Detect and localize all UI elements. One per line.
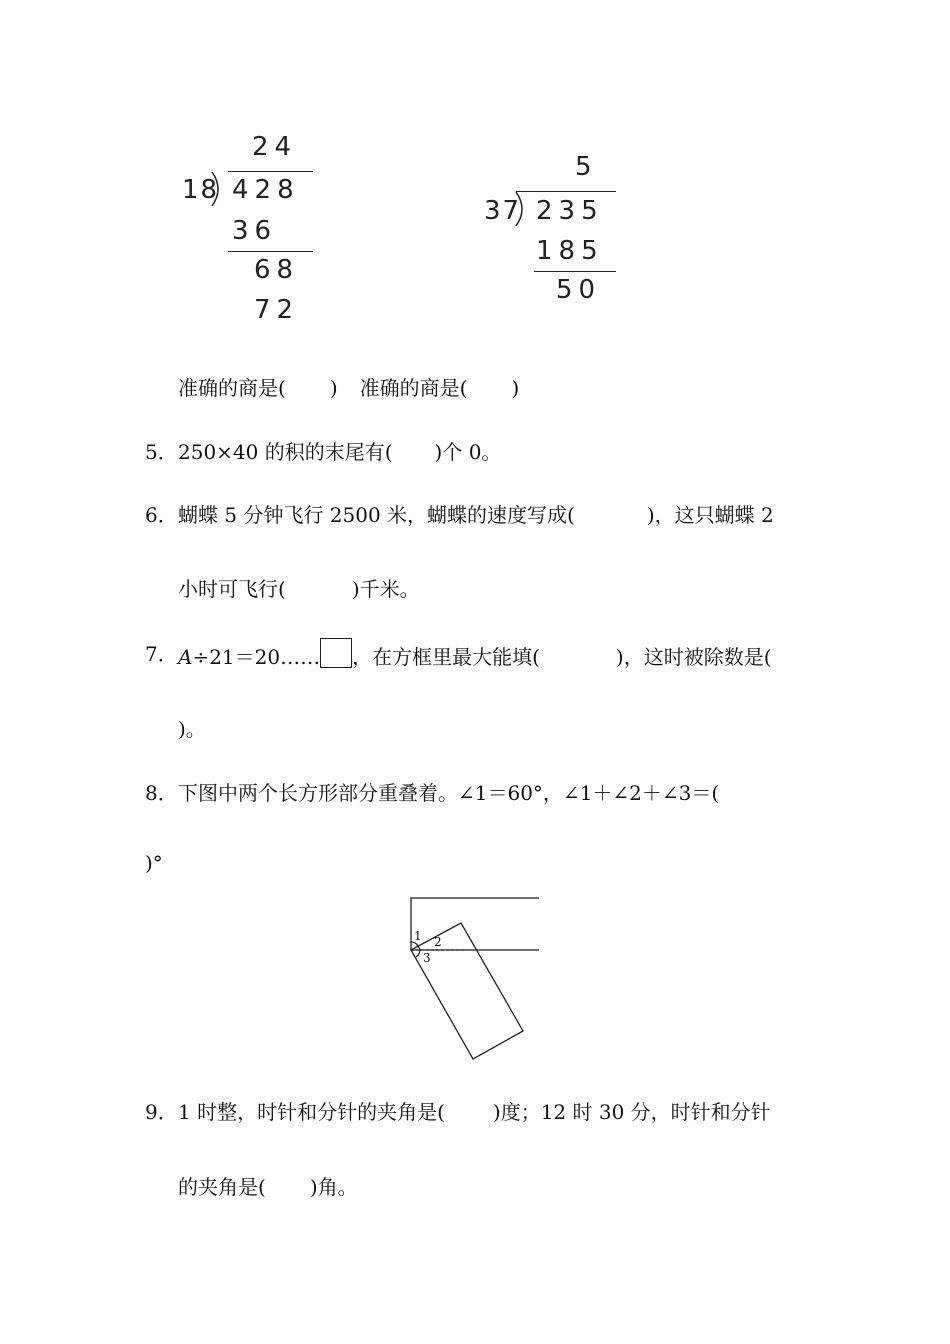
division-bracket-2 (514, 192, 530, 226)
angle-label-2: 2 (434, 935, 442, 949)
q7-line-1 (178, 638, 772, 670)
answer-row (178, 372, 519, 401)
division-bar-1 (228, 171, 313, 172)
q7-answer-box[interactable] (320, 638, 352, 668)
q6-line-2-suffix: )千米。 (351, 577, 420, 601)
q9-line-1 (178, 1096, 771, 1125)
answer-right-prefix: 准确的商是( (359, 376, 468, 400)
q7-expression: ÷21＝20…… (192, 645, 321, 669)
angle-label-3: 3 (423, 951, 431, 965)
q5-suffix: )个 0。 (434, 440, 502, 464)
q9-line-2 (178, 1171, 358, 1200)
division-1-rule (228, 251, 313, 252)
q7-part-2: ，在方框里最大能填( (352, 645, 540, 669)
division-2-rule (534, 271, 616, 272)
q8-line-1: 下图中两个长方形部分重叠着。∠1＝60°，∠1＋∠2＋∠3＝( (178, 781, 720, 805)
q7-variable: A (178, 645, 193, 669)
division-2-step-1: 185 (536, 236, 604, 266)
q7-part-3: )，这时被除数是( (615, 645, 772, 669)
q8-line-2: )° (145, 851, 163, 875)
q9-number: 9． (145, 1100, 178, 1124)
overlap-rectangles-figure (400, 890, 550, 1070)
q9-line-2-prefix: 的夹角是( (178, 1175, 266, 1199)
q5-prefix: 250×40 的积的末尾有( (178, 440, 393, 464)
answer-right-suffix: ) (511, 376, 520, 400)
q6-line-2-prefix: 小时可飞行( (178, 577, 286, 601)
division-bracket-1 (210, 172, 226, 206)
q7-number: 7． (145, 642, 178, 666)
q9-line-2-suffix: )角。 (309, 1175, 358, 1199)
tilted-rectangle (411, 923, 523, 1059)
quotient-1: 24 (252, 132, 298, 162)
answer-left-suffix: ) (329, 376, 338, 400)
q6-part-1: 蝴蝶 5 分钟飞行 2500 米，蝴蝶的速度写成( (178, 503, 575, 527)
q9-part-1: 1 时整，时针和分针的夹角是( (178, 1100, 445, 1124)
q6-line-1 (178, 499, 774, 528)
division-1-step-2: 68 (254, 255, 300, 285)
q5-number: 5． (145, 440, 178, 464)
q7-line-2: )。 (178, 717, 206, 741)
divisor-1: 18 (182, 175, 220, 205)
angle-label-1: 1 (414, 929, 422, 943)
answer-left-prefix: 准确的商是( (178, 376, 286, 400)
dividend-2: 235 (536, 196, 604, 226)
angle-3-arc (416, 950, 420, 957)
horizontal-rectangle (411, 898, 539, 950)
q8-number: 8． (145, 781, 178, 805)
q6-line-2 (178, 573, 420, 602)
q5-text (178, 436, 501, 465)
division-1-step-3: 72 (254, 295, 300, 325)
q9-part-2: )度；12 时 30 分，时针和分针 (492, 1100, 771, 1124)
division-1-step-1: 36 (232, 216, 278, 246)
quotient-2: 5 (575, 152, 598, 182)
dividend-1: 428 (232, 175, 300, 205)
divisor-2: 37 (484, 196, 522, 226)
division-2-step-2: 50 (556, 275, 602, 305)
division-bar-2 (516, 191, 616, 192)
q6-number: 6． (145, 503, 178, 527)
q6-part-2: )，这只蝴蝶 2 (646, 503, 774, 527)
